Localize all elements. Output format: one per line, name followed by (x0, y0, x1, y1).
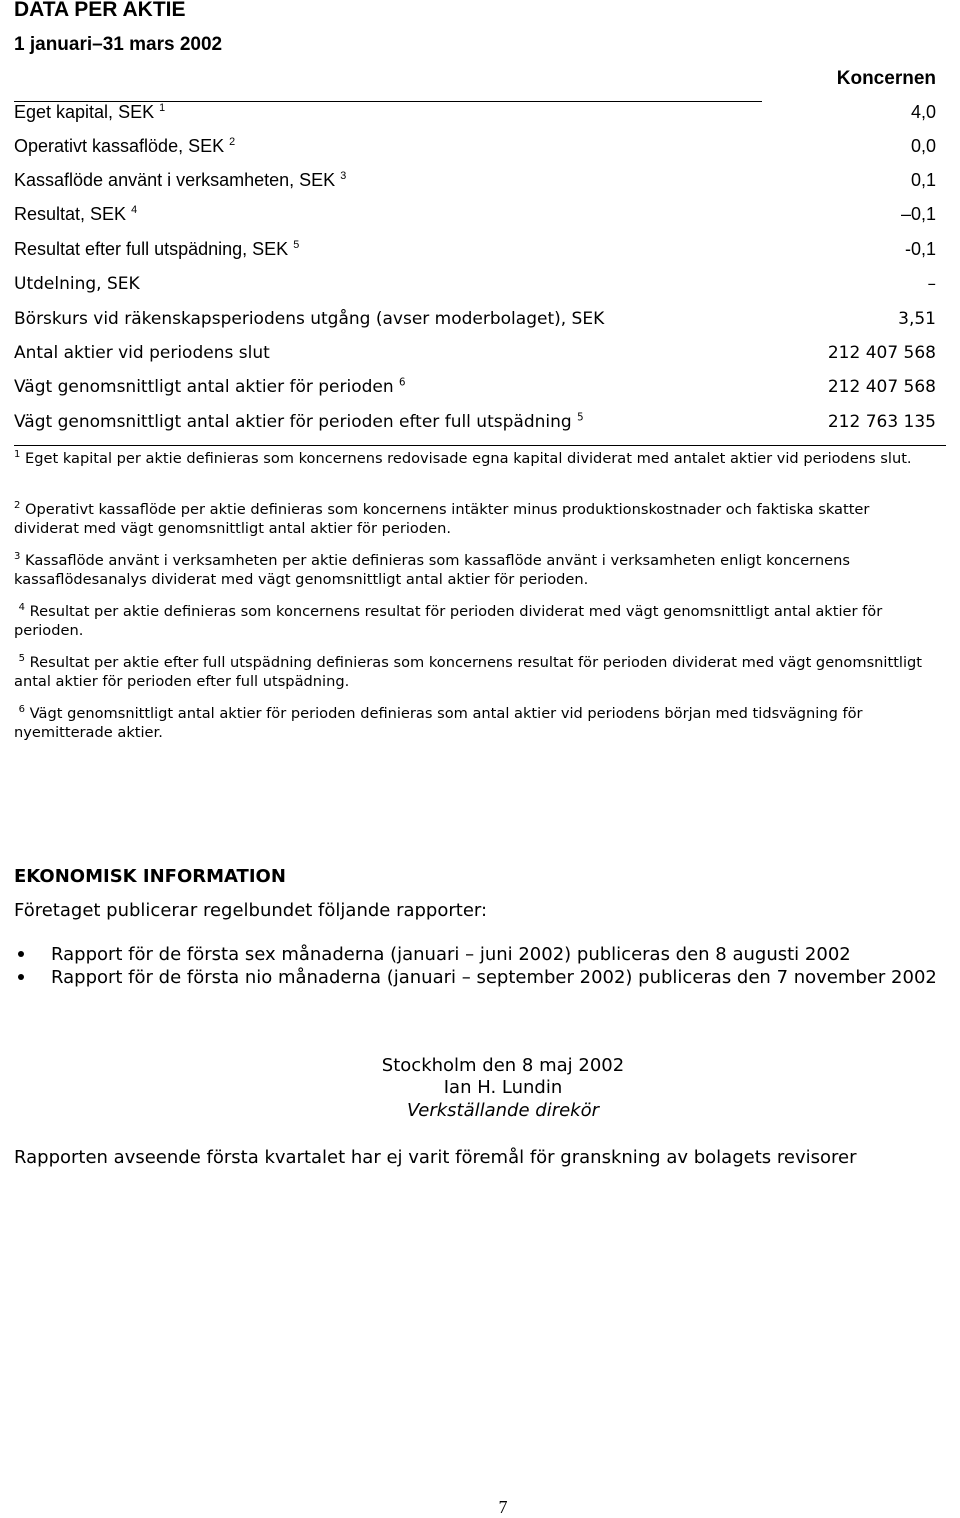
table-row (14, 412, 936, 438)
table-row (14, 136, 936, 162)
row-value: 212 763 135 (827, 412, 936, 432)
table-row (14, 102, 936, 128)
bullet-icon (18, 951, 24, 957)
row-label: Resultat efter full utspädning, SEK $^5$ (14, 239, 300, 259)
footnote-5: $^5$ Resultat per aktie efter full utspädning definieras som koncernens resultat för perioden dividerat med vägt genomsnittligt antal aktier för perioden efter full utspädning. (14, 653, 923, 690)
row-value: –0,1 (900, 204, 936, 224)
table-row (14, 309, 936, 335)
row-label: Kassaflöde använt i verksamheten, SEK $^3$ (14, 170, 347, 190)
section-title-economic: EKONOMISK INFORMATION (14, 866, 286, 887)
table-row (14, 170, 936, 196)
table-divider (14, 445, 946, 446)
closing-statement: Rapporten avseende första kvartalet har ej varit föremål för granskning av bolagets revisorer (14, 1147, 857, 1168)
row-value: 4,0 (910, 102, 936, 122)
row-label: Antal aktier vid periodens slut (14, 343, 270, 363)
footnote-4: $^4$ Resultat per aktie definieras som koncernens resultat för perioden dividerat med vägt genomsnittligt antal aktier för perioden. (14, 602, 883, 639)
page-title: DATA PER AKTIE (14, 0, 186, 21)
footnote-3: $^3$ Kassaflöde använt i verksamheten per aktie definieras som kassaflöde använt i verksamheten enligt koncernens kassaflödesanalys dividerat med vägt genomsnittligt antal aktier för perioden. (14, 551, 851, 588)
table-row (14, 343, 936, 369)
footnote-1: $^1$ Eget kapital per aktie definieras som koncernens redovisade egna kapital dividerat med antalet aktier vid periodens slut. (14, 449, 912, 467)
row-value: 0,1 (910, 170, 936, 190)
row-value: 212 407 568 (827, 343, 936, 363)
table-row (14, 239, 936, 265)
table-row (14, 377, 936, 403)
table-row (14, 204, 936, 230)
signature-place-date: Stockholm den 8 maj 2002 (381, 1055, 625, 1076)
row-label: Vägt genomsnittligt antal aktier för perioden efter full utspädning $^5$ (14, 412, 584, 432)
row-label: Utdelning, SEK (14, 274, 140, 294)
row-value: 3,51 (898, 309, 936, 329)
period-subtitle: 1 januari–31 mars 2002 (14, 34, 223, 55)
row-value: -0,1 (904, 239, 936, 259)
row-label: Operativt kassaflöde, SEK $^2$ (14, 136, 236, 156)
page-number: 7 (498, 1497, 508, 1517)
signature-name: Ian H. Lundin (443, 1077, 563, 1098)
bullet-icon (18, 974, 24, 980)
list-item: Rapport för de första sex månaderna (januari – juni 2002) publiceras den 8 augusti 2002 (14, 944, 851, 965)
signature-role: Verkställande direkör (406, 1100, 600, 1121)
row-label: Resultat, SEK $^4$ (14, 204, 138, 224)
row-label: Vägt genomsnittligt antal aktier för perioden $^6$ (14, 377, 406, 397)
footnote-2: $^2$ Operativt kassaflöde per aktie definieras som koncernens intäkter minus produktionskostnader och faktiska skatter dividerat med vägt genomsnittligt antal aktier för perioden. (14, 500, 870, 537)
list-item: Rapport för de första nio månaderna (januari – september 2002) publiceras den 7 november 2002 (14, 967, 937, 988)
table-row (14, 274, 936, 300)
column-header-koncernen: Koncernen (836, 68, 936, 89)
row-label: Börskurs vid räkenskapsperiodens utgång (avser moderbolaget), SEK (14, 309, 605, 329)
row-label: Eget kapital, SEK $^1$ (14, 102, 166, 122)
row-value: 212 407 568 (827, 377, 936, 397)
row-value: 0,0 (910, 136, 936, 156)
footnote-6: $^6$ Vägt genomsnittligt antal aktier för perioden definieras som antal aktier vid periodens början med tidsvägning för nyemitterade aktier. (14, 704, 863, 741)
economic-intro: Företaget publicerar regelbundet följande rapporter: (14, 900, 488, 921)
row-value: – (927, 274, 936, 294)
